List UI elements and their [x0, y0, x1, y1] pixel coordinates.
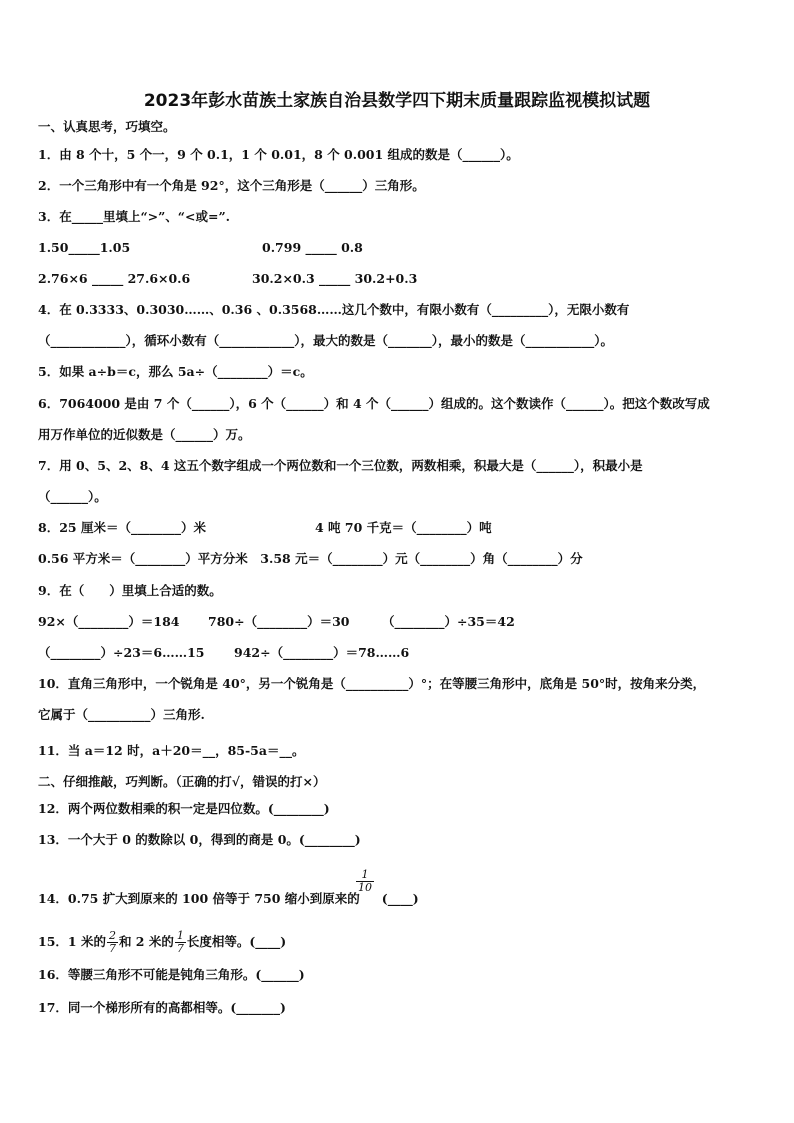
fraction-numerator: 2: [108, 929, 116, 942]
question-7-line-1: 7．用 0、5、2、8、4 这五个数字组成一个两位数和一个三位数，两数相乘，积最大是（______），积最小是: [38, 458, 643, 473]
question-6-line-1: 6．7064000 是由 7 个（______），6 个（______）和 4 个（______）组成的。这个数读作（______）。把这个数改写成: [38, 396, 710, 411]
question-12: 12．两个两位数相乘的积一定是四位数。(________): [38, 801, 330, 816]
question-1: 1．由 8 个十，5 个一，9 个 0.1，1 个 0.01，8 个 0.001 组成的数是（______）。: [38, 147, 519, 162]
question-9-item-d: （________）÷23＝6……15: [38, 645, 205, 660]
question-10-line-2: 它属于（__________）三角形.: [38, 707, 205, 722]
page-title: 2023年彭水苗族土家族自治县数学四下期末质量跟踪监视模拟试题: [143, 91, 651, 111]
question-3-item-a: 1.50_____1.05: [38, 240, 131, 255]
question-6-line-2: 用万作单位的近似数是（______）万。: [38, 427, 251, 442]
question-14-text: 14．0.75 扩大到原来的 100 倍等于 750 缩小到原来的: [38, 891, 360, 906]
question-5: 5．如果 a÷b＝c，那么 5a÷（________）＝c。: [38, 364, 313, 379]
question-15: [38, 930, 286, 955]
fraction-two-sevenths: [107, 930, 118, 955]
fraction-one-tenth: [356, 869, 374, 894]
question-3-item-b: 0.799 _____ 0.8: [262, 240, 363, 255]
question-3-item-c: 2.76×6 _____ 27.6×0.6: [38, 271, 191, 286]
question-9: 9．在（ ）里填上合适的数。: [38, 583, 222, 598]
question-4-line-1: 4．在 0.3333、0.3030……、0.36 、0.3568……这几个数中，有限小数有（_________），无限小数有: [38, 302, 630, 317]
question-11: 11．当 a＝12 时，a＋20＝__，85-5a＝__。: [38, 743, 305, 758]
fraction-numerator: 1: [356, 869, 374, 882]
question-8-item-c: 0.56 平方米＝（________）平方分米 3.58 元＝（________）元（________）角（________）分: [38, 551, 583, 566]
question-7-line-2: （______）。: [38, 489, 107, 504]
question-9-item-a: 92×（________）＝184: [38, 614, 180, 629]
question-15-text-b: 和 2 米的: [118, 934, 174, 949]
question-17: 17．同一个梯形所有的高都相等。(_______): [38, 1000, 286, 1015]
question-9-item-e: 942÷（________）＝78……6: [234, 645, 410, 660]
fraction-denominator: 10: [358, 881, 372, 894]
question-15-text-c: 长度相等。(____): [186, 934, 287, 949]
question-3: 3．在_____里填上“>”、“<或=”.: [38, 209, 230, 224]
fraction-denominator: 7: [176, 942, 184, 955]
fraction-denominator: 7: [108, 942, 116, 955]
question-13: 13．一个大于 0 的数除以 0，得到的商是 0。(________): [38, 832, 361, 847]
question-8-item-b: 4 吨 70 千克＝（________）吨: [315, 520, 492, 535]
fraction-numerator: 1: [176, 929, 184, 942]
question-8-item-a: 8．25 厘米＝（________）米: [38, 520, 206, 535]
question-16: 16．等腰三角形不可能是钝角三角形。(______): [38, 967, 305, 982]
question-10-line-1: 10．直角三角形中，一个锐角是 40°，另一个锐角是（__________）°；在等腰三角形中，底角是 50°时，按角来分类，: [38, 676, 706, 691]
question-3-item-d: 30.2×0.3 _____ 30.2+0.3: [252, 271, 418, 286]
section-heading-true-false: 二、仔细推敲，巧判断。（正确的打√，错误的打×）: [38, 774, 326, 789]
question-2: 2．一个三角形中有一个角是 92°，这个三角形是（______）三角形。: [38, 178, 425, 193]
fraction-one-seventh: [175, 930, 186, 955]
question-14-tail: (____): [381, 891, 419, 906]
section-heading-fill-blank: 一、认真思考，巧填空。: [38, 119, 176, 134]
question-15-text-a: 15．1 米的: [38, 934, 106, 949]
question-9-item-b: 780÷（________）＝30: [208, 614, 350, 629]
question-4-line-2: （____________），循环小数有（____________），最大的数是（_______），最小的数是（___________）。: [38, 333, 614, 348]
question-9-item-c: （________）÷35＝42: [382, 614, 515, 629]
